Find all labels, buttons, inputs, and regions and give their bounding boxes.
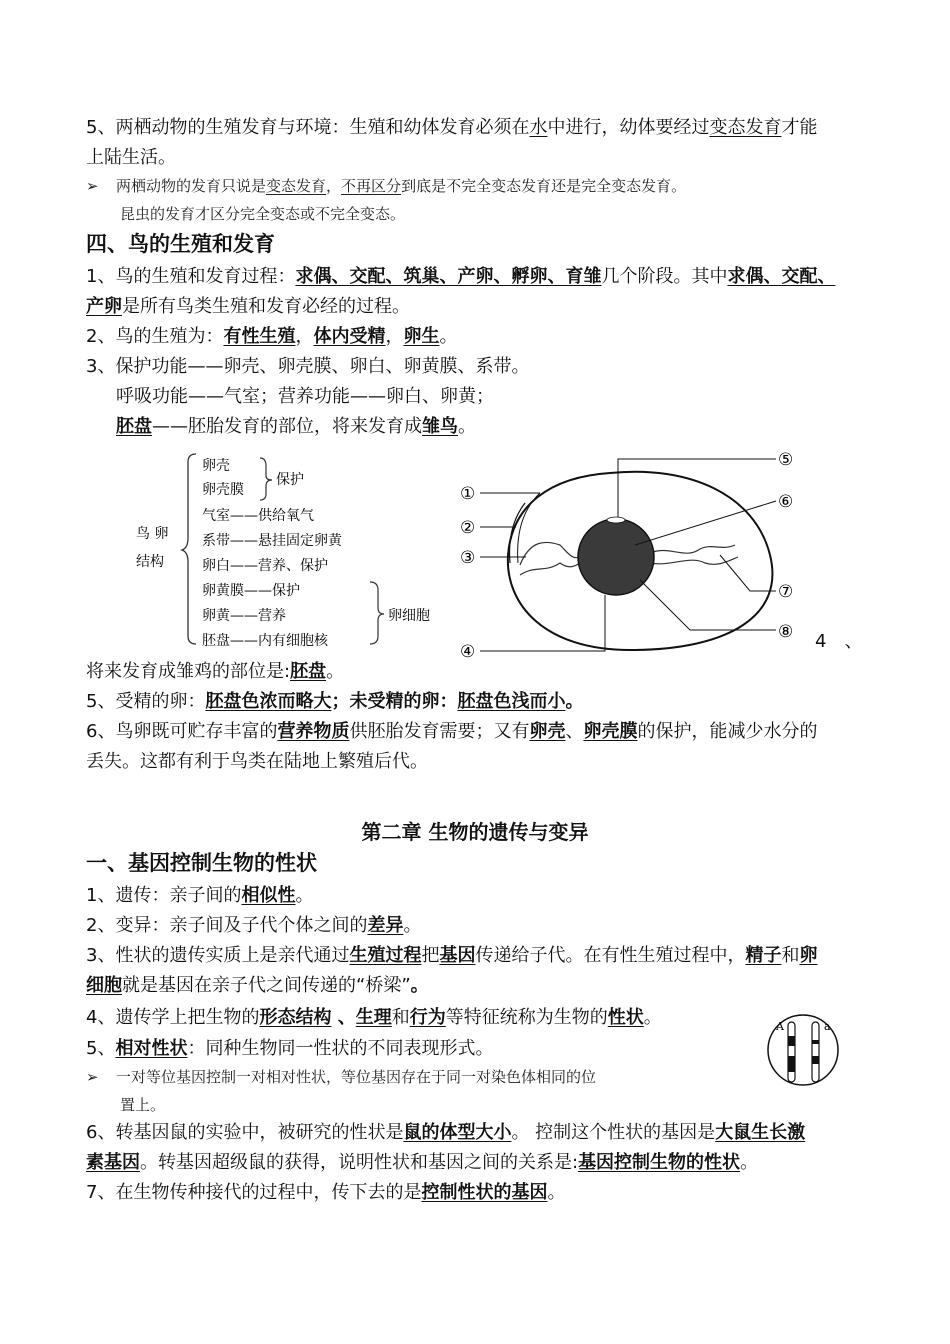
gene-point-7: 7、在生物传种接代的过程中，传下去的是控制性状的基因。: [86, 1182, 566, 1203]
bird-point-1: 1、鸟的生殖和发育过程：求偶、交配、筑巢、产卵、孵卵、育雏几个阶段。其中求偶、交配、: [86, 266, 836, 287]
bird-point-4-number: 4 、: [815, 631, 863, 652]
egg-label-1: ①: [460, 484, 476, 504]
bird-point-5: 5、受精的卵：胚盘色浓而略大；未受精的卵：胚盘色浅而小。: [86, 691, 584, 712]
bird-point-2: 2、鸟的生殖为：有性生殖，体内受精，卵生。: [86, 326, 458, 347]
note-allele-cont: 置上。: [120, 1096, 166, 1114]
tree-yolk-membrane: 卵黄膜——保护: [202, 583, 300, 599]
note-amphibian-cont: 昆虫的发育才区分完全变态或不完全变态。: [120, 205, 406, 223]
gene-point-5: 5、相对性状：同种生物同一性状的不同表现形式。: [86, 1038, 494, 1059]
egg-label-7: ⑦: [778, 582, 794, 602]
section-heading-genes: 一、基因控制生物的性状: [86, 851, 317, 875]
bird-point-6: 6、鸟卵既可贮存丰富的营养物质供胚胎发育需要；又有卵壳、卵壳膜的保护，能减少水分的: [86, 721, 818, 742]
section-heading-birds: 四、鸟的生殖和发育: [86, 232, 275, 256]
bird-point-3-disc: 胚盘——胚胎发育的部位，将来发育成雏鸟。: [116, 416, 476, 437]
paragraph-amphibian-cont: 上陆生活。: [86, 147, 176, 168]
chapter-title: 第二章 生物的遗传与变异: [361, 820, 589, 844]
egg-label-4: ④: [460, 642, 476, 662]
egg-diagram: [450, 445, 810, 667]
gene-point-2: 2、变异：亲子间及子代个体之间的差异。: [86, 915, 422, 936]
tree-root-label-2: 结构: [136, 554, 164, 570]
egg-label-5: ⑤: [778, 450, 794, 470]
chromosome-diagram: [766, 1010, 842, 1090]
tree-chalaza: 系带——悬挂固定卵黄: [202, 533, 342, 549]
tree-shell: 卵壳: [202, 458, 230, 474]
gene-point-1: 1、遗传：亲子间的相似性。: [86, 885, 314, 906]
allele-a-label: a: [824, 1020, 831, 1033]
gene-point-3-cont: 细胞就是基因在亲子代之间传递的“桥梁”。: [86, 975, 429, 996]
paragraph-amphibian: 5、两栖动物的生殖发育与环境：生殖和幼体发育必须在水中进行，幼体要经过变态发育才能: [86, 117, 818, 138]
egg-label-8: ⑧: [778, 622, 794, 642]
gene-point-6-cont: 素基因。转基因超级鼠的获得，说明性状和基因之间的关系是:基因控制生物的性状。: [86, 1152, 759, 1173]
bird-point-3: 3、保护功能——卵壳、卵壳膜、卵白、卵黄膜、系带。: [86, 356, 530, 377]
tree-disc: 胚盘——内有细胞核: [202, 633, 328, 649]
tree-yolk: 卵黄——营养: [202, 608, 286, 624]
egg-label-6: ⑥: [778, 492, 794, 512]
egg-label-2: ②: [460, 518, 476, 538]
tree-air: 气室——供给氧气: [202, 508, 314, 524]
tree-cell: 卵细胞: [388, 608, 430, 624]
tree-white: 卵白——营养、保护: [202, 558, 328, 574]
egg-label-3: ③: [460, 548, 476, 568]
tree-membrane: 卵壳膜: [202, 482, 244, 498]
bird-point-4: 将来发育成雏鸡的部位是:胚盘。: [86, 661, 345, 682]
note-allele: ➢ 一对等位基因控制一对相对性状，等位基因存在于同一对染色体相同的位: [86, 1068, 597, 1086]
tree-root-label: 鸟 卵: [136, 526, 169, 542]
bird-point-1-cont: 产卵是所有鸟类生殖和发育必经的过程。: [86, 296, 410, 317]
gene-point-3: 3、性状的遗传实质上是亲代通过生殖过程把基因传递给子代。在有性生殖过程中，精子和卵: [86, 945, 818, 966]
allele-A-label: A: [776, 1020, 784, 1033]
gene-point-4: 4、遗传学上把生物的形态结构 、生理和行为等特征统称为生物的性状。: [86, 1007, 662, 1028]
tree-protect: 保护: [276, 472, 304, 488]
egg-structure-tree: [130, 448, 450, 653]
gene-point-6: 6、转基因鼠的实验中，被研究的性状是鼠的体型大小。 控制这个性状的基因是大鼠生长激: [86, 1122, 806, 1143]
bird-point-3-respiration: 呼吸功能——气室；营养功能——卵白、卵黄；: [116, 386, 494, 407]
bird-point-6-cont: 丢失。这都有利于鸟类在陆地上繁殖后代。: [86, 751, 428, 772]
note-amphibian: ➢ 两栖动物的发育只说是变态发育，不再区分到底是不完全变态发育还是完全变态发育。: [86, 177, 687, 195]
